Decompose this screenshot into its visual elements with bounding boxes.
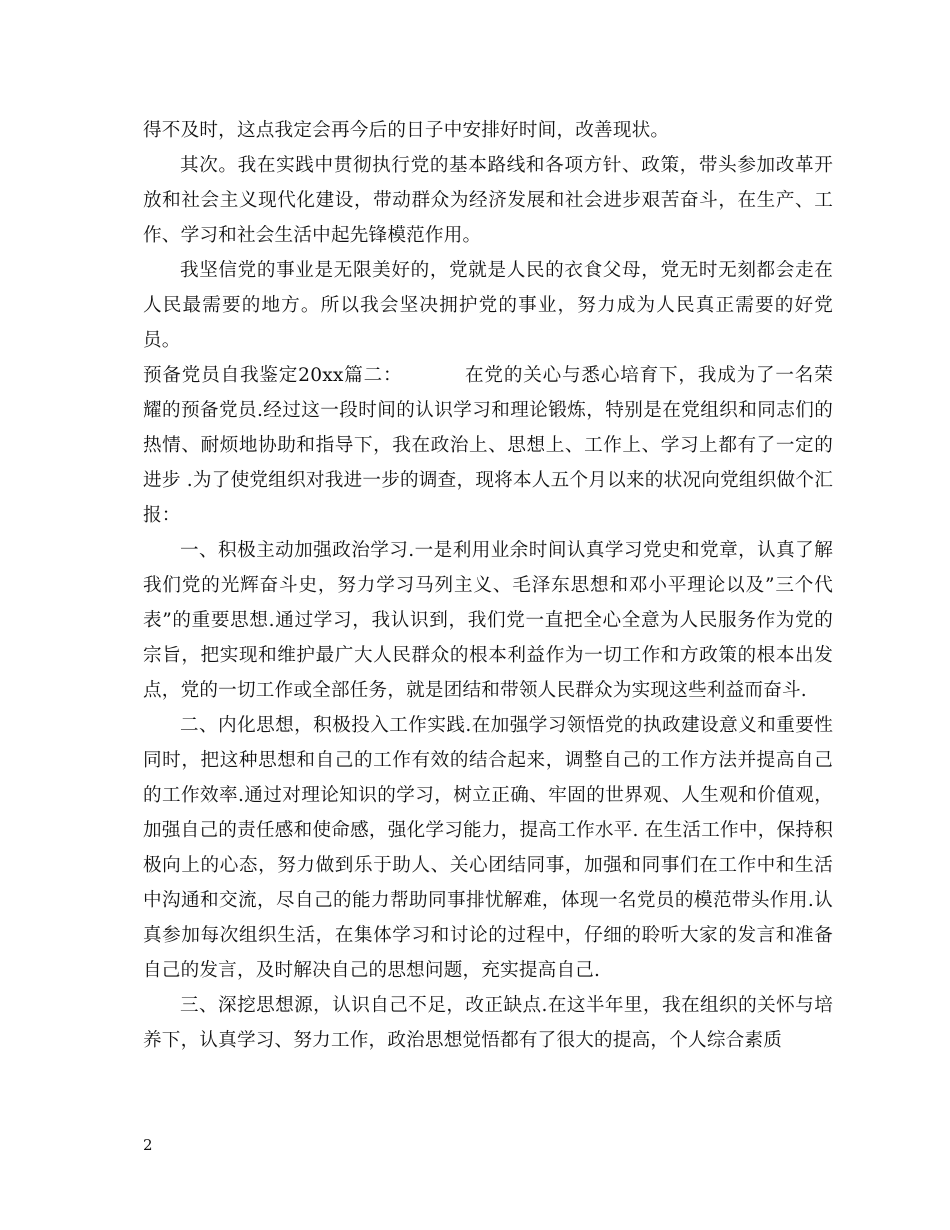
paragraph-belief: 我坚信党的事业是无限美好的，党就是人民的衣食父母，党无时无刻都会走在人民最需要的地方。所以我会坚决拥护党的事业，努力成为人民真正需要的好党员。 bbox=[143, 260, 833, 351]
document-body bbox=[143, 113, 833, 1058]
point-work-practice: 二、内化思想，积极投入工作实践.在加强学习领悟党的执政建设意义和重要性同时，把这种思想和自己的工作有效的结合起来，调整自己的工作方法并提高自己的工作效率.通过对理论知识的学习，树立正确、牢固的世界观、人生观和价值观，加强自己的责任感和使命感，强化学习能力，提高工作水平. 在生活工作中，保持积极向上的心态，努力做到乐于助人、关心团结同事，加强和同事们在工作中和生活中沟通和交流，尽自己的能力帮助同事排忧解难，体现一名党员的模范带头作用.认真参加每次组织生活，在集体学习和讨论的过程中，仔细的聆听大家的发言和准备自己的发言，及时解决自己的思想问题，充实提高自己. bbox=[143, 715, 833, 981]
point-self-reflection: 三、深挖思想源，认识自己不足，改正缺点.在这半年里，我在组织的关怀与培养下，认真学习、努力工作，政治思想觉悟都有了很大的提高，个人综合素质 bbox=[143, 995, 833, 1051]
point-political-study: 一、积极主动加强政治学习.一是利用业余时间认真学习党史和党章，认真了解我们党的光辉奋斗史，努力学习马列主义、毛泽东思想和邓小平理论以及”三个代表”的重要思想.通过学习，我认识到，我们党一直把全心全意为人民服务作为党的宗旨，把实现和维护最广大人民群众的根本利益作为一切工作和方政策的根本出发点，党的一切工作或全部任务，就是团结和带领人民群众为实现这些利益而奋斗. bbox=[143, 540, 833, 701]
section-heading-paragraph bbox=[143, 358, 833, 533]
page-number: 2 bbox=[143, 1136, 153, 1154]
section-intro: 在党的关心与悉心培育下，我成为了一名荣耀的预备党员.经过这一段时间的认识学习和理论锻炼，特别是在党组织和同志们的热情、耐烦地协助和指导下，我在政治上、思想上、工作上、学习上都有了一定的进步 .为了使党组织对我进一步的调查，现将本人五个月以来的状况向党组织做个汇报： bbox=[143, 365, 833, 526]
paragraph-continuation: 得不及时，这点我定会再今后的日子中安排好时间，改善现状。 bbox=[143, 120, 670, 141]
paragraph-secondly: 其次。我在实践中贯彻执行党的基本路线和各项方针、政策，带头参加改革开放和社会主义现代化建设，带动群众为经济发展和社会进步艰苦奋斗，在生产、工作、学习和社会生活中起先锋模范作用。 bbox=[143, 155, 833, 246]
section-title: 预备党员自我鉴定20xx篇二： bbox=[143, 365, 403, 386]
